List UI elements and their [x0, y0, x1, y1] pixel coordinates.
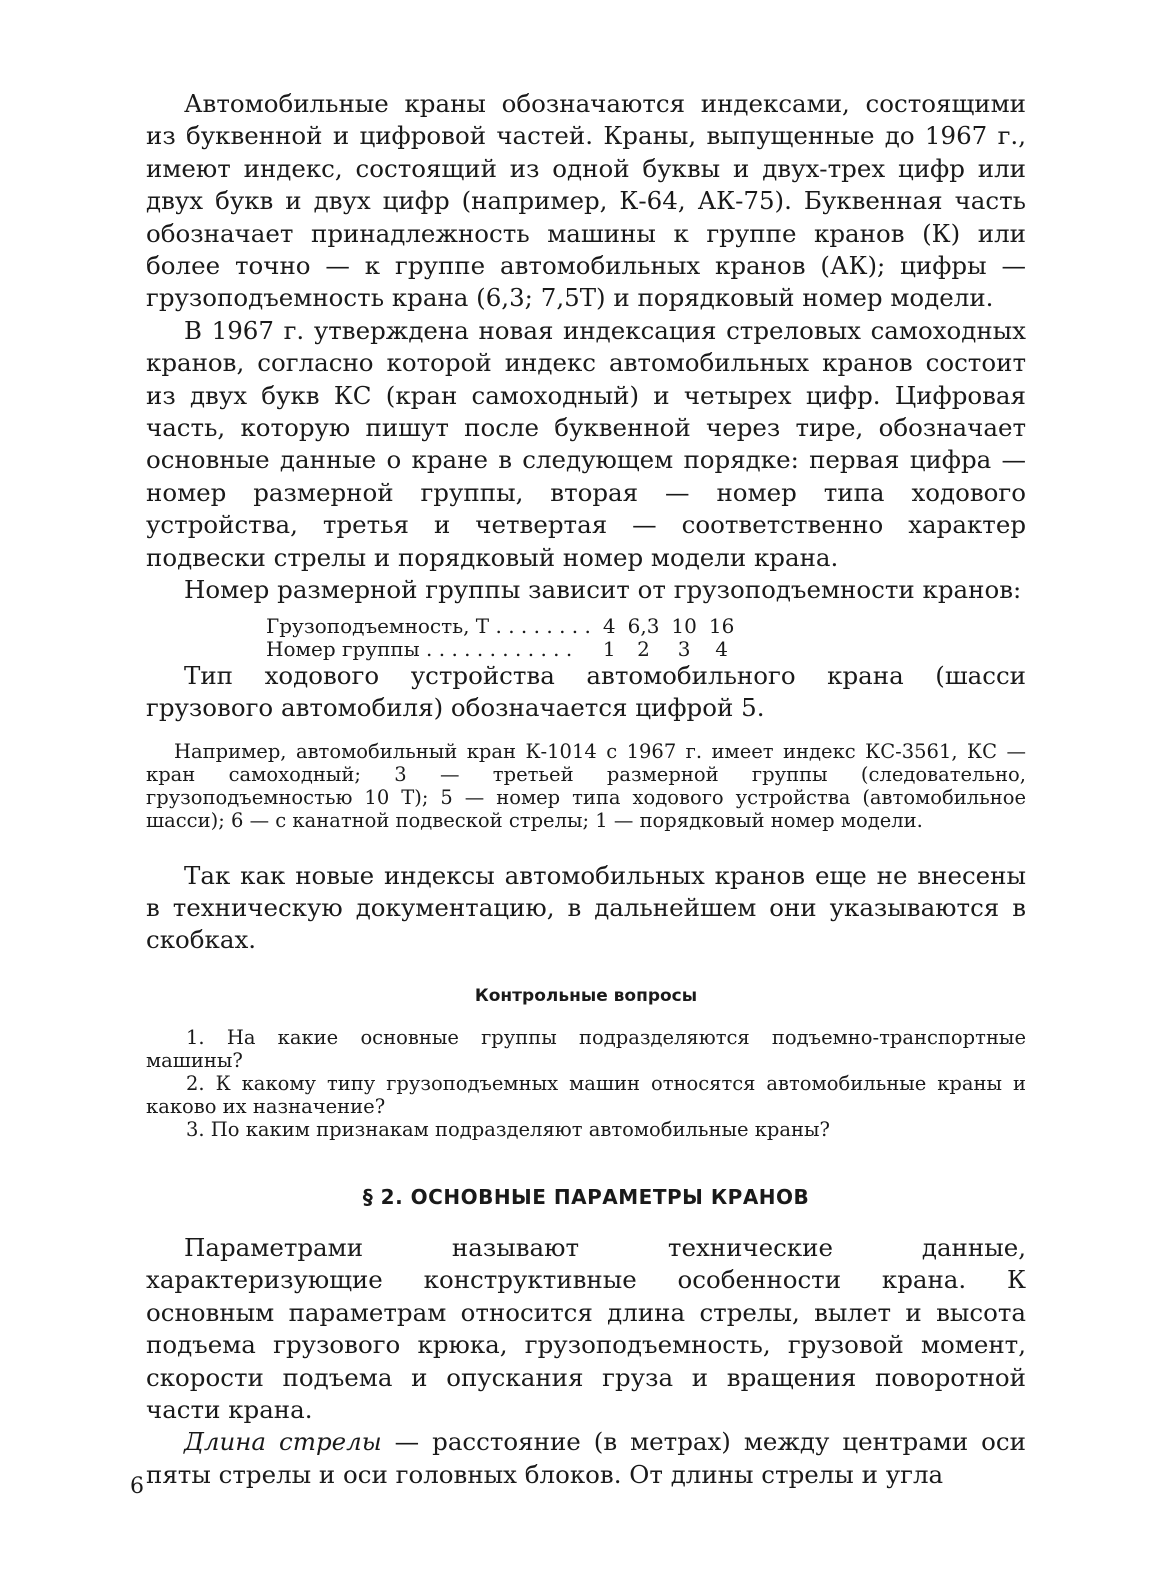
after-note — [146, 860, 1026, 956]
table-row — [266, 615, 740, 638]
table-cell: 4 — [715, 636, 728, 661]
paragraph-brackets: Так как новые индексы автомобильных кранов еще не внесены в техническую документацию, в дальнейшем они указываются в скобках. — [146, 861, 1026, 954]
question-item: 3. По каким признакам подразделяют автомобильные краны? — [186, 1118, 831, 1141]
table-cell: 3 — [677, 636, 691, 661]
page-number: 6 — [130, 1474, 144, 1499]
boom-length-definition: — расстояние (в метрах) между центрами оси пяты стрелы и оси головных блоков. От длины стрелы и угла — [146, 1427, 1026, 1489]
section-title: § 2. ОСНОВНЫЕ ПАРАМЕТРЫ КРАНОВ — [362, 1185, 810, 1209]
group-number-label: Номер группы . . . . . . . . . . . . — [266, 636, 573, 661]
table-cell: 6,3 — [627, 613, 660, 638]
parameters-text — [146, 1232, 1026, 1491]
intro-text — [146, 88, 1026, 661]
question-item: 1. На какие основные группы подразделяются подъемно-транспортные машины? — [146, 1026, 1026, 1072]
paragraph-parameters: Параметрами называют технические данные, характеризующие конструктивные особенности крана. К основным параметрам относится длина стрелы, вылет и высота подъема грузового крюка, грузоподъемность, грузовой момент, скорости подъема и опускания груза и вращения поворотной части крана. — [146, 1233, 1026, 1425]
questions-list — [146, 1026, 1026, 1141]
paragraph-size-group: Номер размерной группы зависит от грузоподъемности кранов: — [184, 575, 1022, 605]
table-cell: 2 — [637, 636, 650, 661]
table-cell: 10 — [671, 613, 697, 638]
table-cell: 16 — [708, 613, 735, 638]
paragraph-crane-indexes: Автомобильные краны обозначаются индексами, состоящими из буквенной и цифровой частей. Краны, выпущенные до 1967 г., имеют индекс, состоящий из одной буквы и двух-трех цифр или двух букв и двух цифр (например, К-64, АК-75). Буквенная часть обозначает принадлежность машины к группе кранов (К) или более точно — к группе автомобильных кранов (АК); цифры — грузоподъемность крана (6,3; 7,5Т) и порядковый номер модели. — [146, 89, 1026, 313]
question-item: 2. К какому типу грузоподъемных машин относятся автомобильные краны и каково их назначение? — [146, 1072, 1026, 1118]
paragraph-example: Например, автомобильный кран К-1014 с 1967 г. имеет индекс КС-3561, КС — кран самоходный; 3 — третьей размерной группы (следовательно, грузоподъемностью 10 Т); 5 — номер типа ходового устройства (автомобильное шасси); 6 — с канатной подвеской стрелы; 1 — порядковый номер модели. — [146, 740, 1026, 832]
paragraph-chassis-type: Тип ходового устройства автомобильного крана (шасси грузового автомобиля) обозначается цифрой 5. — [146, 661, 1026, 723]
capacity-group-table — [266, 615, 740, 661]
capacity-label: Грузоподъемность, Т . . . . . . . . — [266, 613, 591, 638]
term-boom-length: Длина стрелы — [184, 1427, 382, 1457]
table-cell: 4 — [602, 613, 616, 638]
table-cell: 1 — [602, 636, 616, 661]
paragraph-new-indexing: В 1967 г. утверждена новая индексация стреловых самоходных кранов, согласно которой индекс автомобильных кранов состоит из двух букв КС (кран самоходный) и четырех цифр. Цифровая часть, которую пишут после буквенной через тире, обозначает основные данные о кране в следующем порядке: первая цифра — номер размерной группы, вторая — номер типа ходового устройства, третья и четвертая — соответственно характер подвески стрелы и порядковый номер модели крана. — [146, 315, 1026, 572]
paragraph-boom-length — [146, 1426, 1026, 1491]
chassis-section — [146, 660, 1026, 725]
questions-heading: Контрольные вопросы — [474, 986, 698, 1006]
table-row — [266, 638, 740, 661]
example-note — [146, 740, 1026, 832]
